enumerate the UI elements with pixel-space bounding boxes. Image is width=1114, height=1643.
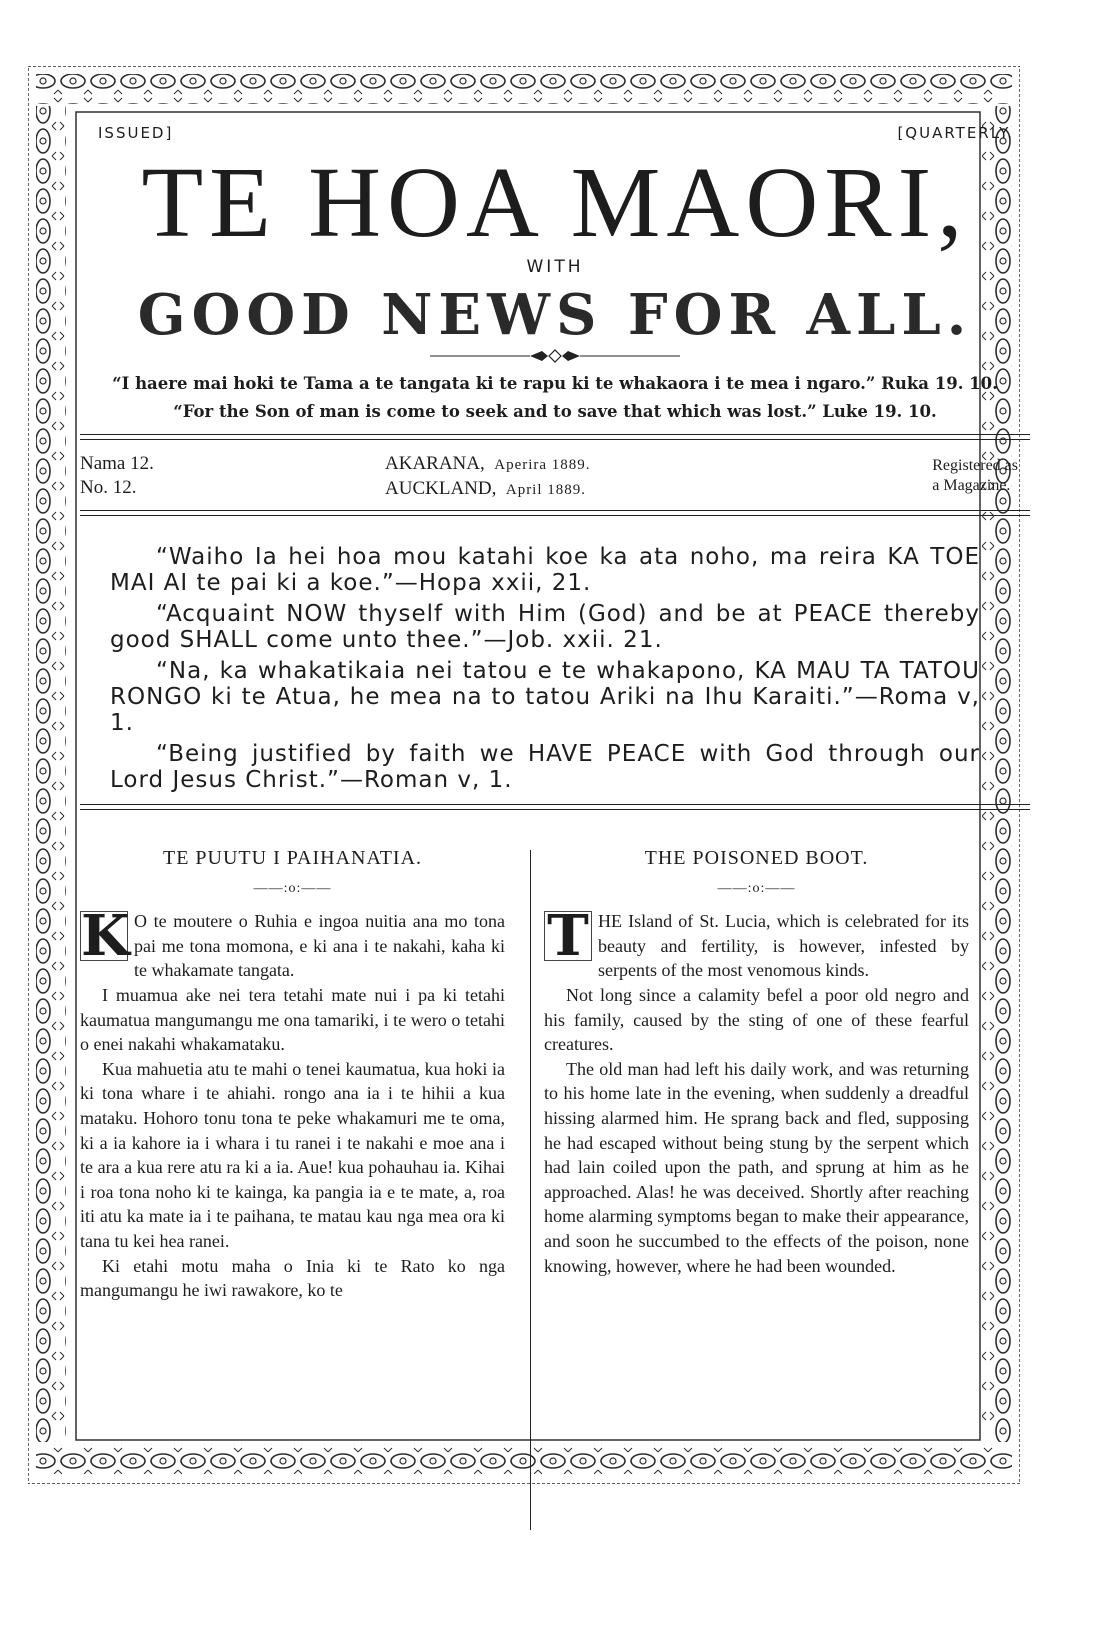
article-maori [80, 846, 505, 1303]
epigraph-maori: “I haere mai hoki te Tama a te tangata ki te rapu ki te whakaora i te mea i ngaro.” Ruka 19. 10. [112, 374, 998, 393]
article-english-p3: The old man had left his daily work, and was returning to his home late in the evening, when suddenly a dreadful hissing alarmed him. He sprang back and fled, supposing he had escaped without being stung by the serpent which had lain coiled upon the path, and sprung at him as he approached. Alas! he was deceived. Shortly after reaching home alarming symptoms began to make their appearance, and soon he succumbed to the effects of the poison, none knowing, however, where he had been wounded. [544, 1058, 969, 1276]
article-maori-p2: I muamua ake nei tera tetahi mate nui i pa ki tetahi kaumatua mangumangu me ona tamariki, i te wero o tetahi o enei nakahi whakamataku. [80, 984, 505, 1055]
article-maori-p1: O te moutere o Ruhia e ingoa nuitia ana mo tona pai me tona momona, e ki ana i te nakahi, kaha ki te whakamate tangata. [134, 911, 505, 981]
registration-line-2: a Magazine. [932, 477, 1011, 494]
article-english-separator: ——:o:—— [717, 880, 796, 896]
content-frame [80, 114, 1030, 1535]
registration-note [932, 456, 1018, 496]
rule-top-1 [80, 434, 1030, 435]
article-maori-paragraph [80, 903, 505, 983]
article-english-heading: THE POISONED BOOT. [644, 847, 869, 869]
issue-number-english: No. 12. [80, 477, 137, 498]
column-divider [530, 850, 531, 1530]
article-maori-heading: TE PUUTU I PAIHANATIA. [162, 847, 423, 869]
dropcap-k: K [81, 903, 130, 970]
dateline-place-maori: AKARANA, [385, 453, 485, 474]
scripture-job-english: “Acquaint NOW thyself with Him (God) and be at PEACE thereby good SHALL come unto thee.”—Job. xxii. 21. [110, 601, 980, 653]
rule-bottom-1 [80, 804, 1030, 805]
article-english-p2: Not long since a calamity befel a poor old negro and his family, caused by the sting of one of these fearful creatures. [544, 984, 969, 1055]
rule-mid-1 [80, 510, 1030, 511]
scripture-romans-maori: “Na, ka whakatikaia nei tatou e te whakapono, KA MAU TA TATOU RONGO ki te Atua, he mea na to tatou Ariki na Ihu Karaiti.”—Roma v, 1. [110, 658, 980, 736]
dateline-date-maori: Aperira 1889. [494, 457, 591, 473]
dateline-place-english: AUCKLAND, [385, 478, 497, 499]
epigraph-english: “For the Son of man is come to seek and to save that which was lost.” Luke 19. 10. [173, 402, 937, 421]
article-maori-separator: ——:o:—— [253, 880, 332, 896]
issued-label: ISSUED] [98, 124, 174, 142]
dateline-english [385, 477, 591, 502]
scripture-job-maori: “Waiho Ia hei hoa mou katahi koe ka ata noho, ma reira KA TOE MAI AI te pai ki a koe.”—Hopa xxii, 21. [110, 544, 980, 596]
issue-number-maori: Nama 12. [80, 453, 154, 474]
dateline-date-english: April 1889. [505, 482, 587, 498]
article-maori-p3: Kua mahuetia atu te mahi o tenei kaumatua, kua hoki ia ki tona whare i te ahiahi. rongo ana ia i te hihii a kua mataku. Hohoro tonu tona te peke whakamuri me te oma, ki a ia kahore ia i whara i tu ranei i te nakahi e moe ana i te ara a kua rere atu ra ki a ia. Aue! kua pohauhau ia. Kihai i roa tona noho ki te kainga, ka pangia ia e te mate, a, roa iti atu ka mate ia i te paihana, te matau kau nga mea ora ki tana tu kei hea ranei. [80, 1058, 505, 1251]
rule-bottom-2 [80, 809, 1030, 810]
scripture-romans-english: “Being justified by faith we HAVE PEACE with God through our Lord Jesus Christ.”—Roman v, 1. [110, 741, 980, 793]
dateline-maori [385, 452, 591, 477]
masthead-subtitle: GOOD NEWS FOR ALL. [137, 282, 973, 348]
scripture-block [110, 544, 980, 798]
with-label: WITH [526, 257, 584, 277]
registration-line-1: Registered as [932, 457, 1018, 474]
masthead-title: TE HOA MAORI, [141, 146, 969, 258]
article-english-paragraph [544, 903, 969, 983]
dropcap-t: T [544, 911, 592, 961]
rule-top-2 [80, 439, 1030, 440]
rule-mid-2 [80, 515, 1030, 516]
article-maori-p4: Ki etahi motu maha o Inia ki te Rato ko nga mangumangu he iwi rawakore, ko te [80, 1255, 505, 1301]
issue-number [80, 452, 154, 500]
article-english [544, 846, 969, 1278]
quarterly-label: [QUARTERLY. [897, 124, 1014, 142]
article-english-p1: HE Island of St. Lucia, which is celebrated for its beauty and fertility, is however, infested by serpents of the most venomous kinds. [598, 911, 969, 981]
title-ornament [430, 348, 680, 364]
dateline [385, 452, 591, 502]
